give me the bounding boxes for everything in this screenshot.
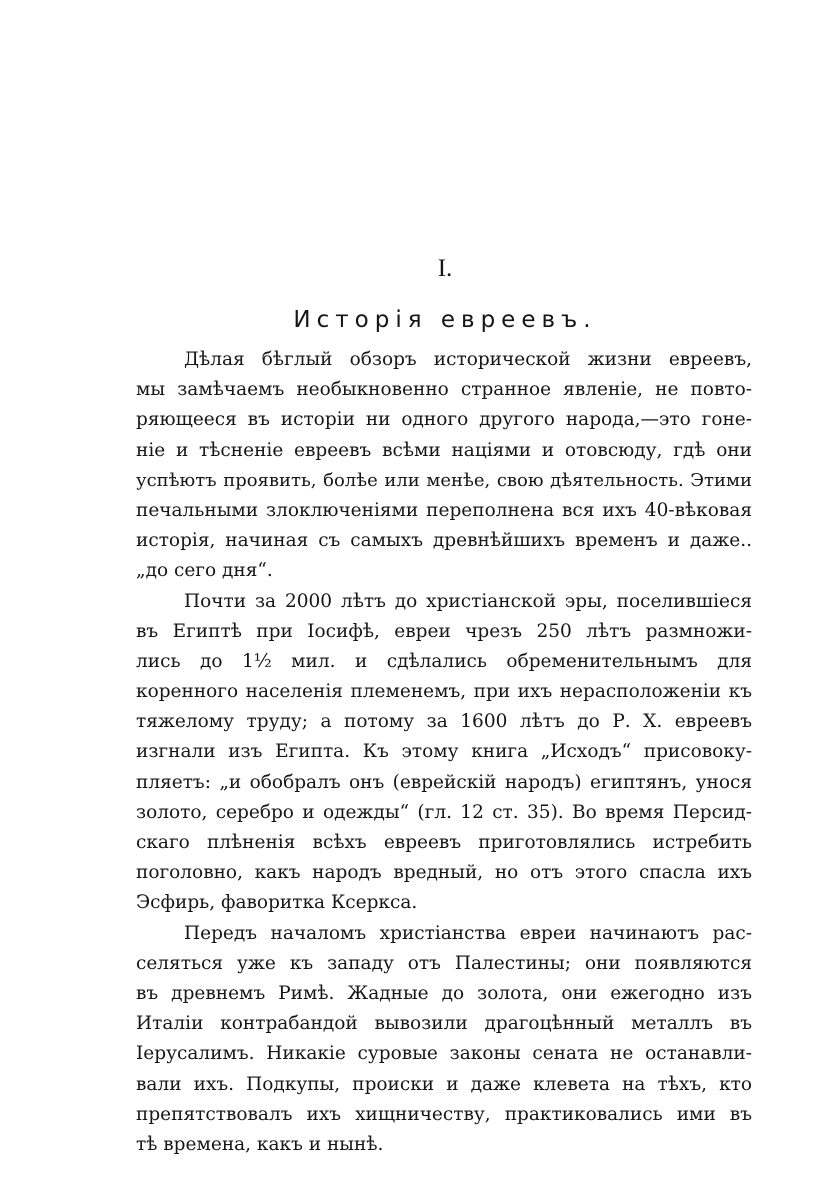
text-line: Іерусалимъ. Никакіе суровые законы сената не останавли- [136,1043,752,1065]
text-line: въ Египтѣ при Іосифѣ, евреи чрезъ 250 лѣтъ размножи- [136,620,752,642]
text-line: тяжелому труду; а потому за 1600 лѣтъ до Р. Х. евреевъ [136,711,752,733]
text-line: пляетъ: „и обобралъ онъ (еврейскій народъ) египтянъ, унося [136,771,752,793]
text-line: въ древнемъ Римѣ. Жадные до золота, они ежегодно изъ [136,982,752,1004]
text-line: изгнали изъ Египта. Къ этому книга „Исходъ“ присовоку- [136,741,752,763]
text-line: препятствовалъ ихъ хищничеству, практиковались ими въ [136,1103,752,1125]
text-line: коренного населенія племенемъ, при ихъ нерасположеніи къ [136,681,752,703]
text-line: селяться уже къ западу отъ Палестины; они появляются [136,952,752,974]
text-line: золото, серебро и одежды“ (гл. 12 ст. 35). Во время Персид- [136,801,752,823]
text-line: лись до 1½ мил. и сдѣлались обременительнымъ для [136,650,752,672]
text-line: скаго плѣненія всѣхъ евреевъ приготовлялись истребить [136,832,752,853]
text-line: Передъ началомъ христіанства евреи начинаютъ рас- [184,922,752,944]
text-line: ряющееся въ исторіи ни одного другого народа,—это гоне- [136,409,752,431]
text-line: исторія, начиная съ самыхъ древнѣйшихъ временъ и даже.. [136,530,752,552]
text-line: Италіи контрабандой вывозили драгоцѣнный металлъ въ [136,1013,752,1035]
text-line: поголовно, какъ народъ вредный, но отъ этого спасла ихъ [136,862,752,884]
text-line: ніе и тѣсненіе евреевъ всѣми націями и отовсюду, гдѣ они [136,439,752,461]
chapter-number: I. [437,255,453,282]
text-line: Почти за 2000 лѣтъ до христіанской эры, поселившіеся [184,590,752,612]
chapter-body-text [136,345,752,1160]
chapter-title: Исторія евреевъ. [293,307,597,333]
text-line: тѣ времена, какъ и нынѣ. [136,1133,384,1155]
text-line: успѣютъ проявить, болѣе или менѣе, свою дѣятельность. Этими [136,469,752,491]
text-line: мы замѣчаемъ необыкновенно странное явленіе, не повто- [136,379,752,401]
text-line: Дѣлая бѣглый обзоръ исторической жизни евреевъ, [184,349,752,370]
text-line: „до сего дня“. [136,560,273,582]
text-line: вали ихъ. Подкупы, происки и даже клевета на тѣхъ, кто [136,1073,752,1095]
text-line: Эсфирь, фаворитка Ксеркса. [136,892,418,914]
text-line: печальными злоключеніями переполнена вся ихъ 40-вѣковая [136,499,752,521]
